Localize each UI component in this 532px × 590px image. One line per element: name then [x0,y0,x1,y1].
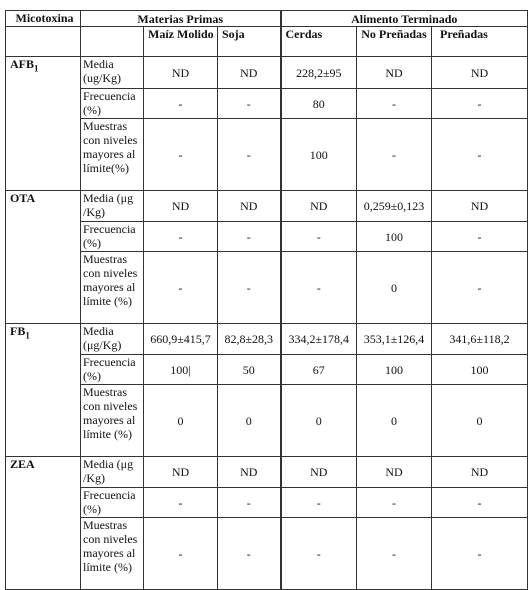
table-row [6,488,528,518]
value-cell: - [432,518,528,590]
table-row [6,518,528,590]
value-cell: - [144,488,218,518]
mycotoxin-subscript: 1 [25,330,30,341]
parameter-label: Frecuencia (%) [81,89,144,119]
value-cell: 0 [357,252,432,324]
value-cell: - [432,252,528,324]
value-cell: 100 [357,355,432,385]
value-cell: - [281,518,357,590]
header-blank [6,27,81,57]
value-cell: ND [144,57,218,89]
value-cell: - [218,222,281,252]
value-cell: 100 [281,119,357,191]
value-cell: - [144,518,218,590]
value-cell: - [432,89,528,119]
parameter-label: Media (μg /Kg) [81,191,144,222]
value-cell: 334,2±178,4 [281,324,357,355]
value-cell: - [357,119,432,191]
header-pregnant: Preñadas [432,27,528,57]
value-cell: - [218,89,281,119]
value-cell: 0 [432,385,528,457]
mycotoxin-name [6,324,81,457]
value-cell: ND [281,457,357,488]
value-cell: ND [144,457,218,488]
table-row [6,222,528,252]
value-cell: - [144,222,218,252]
parameter-label: Frecuencia (%) [81,355,144,385]
parameter-label: Media (μg /Kg) [81,457,144,488]
table-row [6,119,528,191]
value-cell: 660,9±415,7 [144,324,218,355]
mycotoxin-label: AFB [10,57,34,71]
header-not-pregnant: No Preñadas [357,27,432,57]
value-cell: - [281,488,357,518]
value-cell: 82,8±28,3 [218,324,281,355]
value-cell: ND [144,191,218,222]
mycotoxin-name [6,57,81,191]
value-cell: ND [281,191,357,222]
value-cell: 0 [218,385,281,457]
mycotoxin-name [6,191,81,324]
header-blank [81,27,144,57]
value-cell: - [218,252,281,324]
mycotoxin-label: ZEA [10,457,35,471]
value-cell: - [144,119,218,191]
parameter-label: Muestras con niveles mayores al límite (%) [81,252,144,324]
value-cell: ND [357,57,432,89]
value-cell: ND [432,457,528,488]
value-cell: 353,1±126,4 [357,324,432,355]
mycotoxin-table [5,10,528,590]
parameter-label: Muestras con niveles mayores al límite (%) [81,518,144,590]
table-row [6,457,528,488]
value-cell: 67 [281,355,357,385]
value-cell: ND [432,191,528,222]
value-cell: - [218,119,281,191]
parameter-label: Media (ug/Kg) [81,57,144,89]
value-cell: 0 [281,385,357,457]
value-cell: 100 [357,222,432,252]
mycotoxin-subscript: 1 [34,63,39,74]
table-row [6,191,528,222]
table-row [6,57,528,89]
value-cell: - [432,222,528,252]
parameter-label: Muestras con niveles mayores al límite(%) [81,119,144,191]
value-cell: 80 [281,89,357,119]
mycotoxin-label: FB [10,324,26,338]
value-cell: - [432,488,528,518]
value-cell: 100 [432,355,528,385]
mycotoxin-name [6,457,81,590]
value-cell: 228,2±95 [281,57,357,89]
value-cell: ND [432,57,528,89]
value-cell: 100| [144,355,218,385]
value-cell: 50 [218,355,281,385]
value-cell: - [357,89,432,119]
value-cell: - [144,89,218,119]
table-row [6,89,528,119]
value-cell: - [281,222,357,252]
value-cell: - [144,252,218,324]
value-cell: - [432,119,528,191]
mycotoxin-label: OTA [10,191,36,205]
value-cell: ND [357,457,432,488]
table-row [6,252,528,324]
value-cell: ND [218,457,281,488]
header-corn: Maíz Molido [144,27,218,57]
value-cell: - [357,488,432,518]
value-cell: ND [218,191,281,222]
header-soy: Soja [218,27,281,57]
header-sows: Cerdas [281,27,357,57]
table-row [6,324,528,355]
table-row [6,385,528,457]
value-cell: - [281,252,357,324]
value-cell: - [357,518,432,590]
value-cell: - [218,518,281,590]
header-mycotoxin: Micotoxina [6,11,81,27]
table-row [6,355,528,385]
value-cell: 0 [144,385,218,457]
parameter-label: Muestras con niveles mayores al límite (%) [81,385,144,457]
parameter-label: Frecuencia (%) [81,488,144,518]
parameter-label: Frecuencia (%) [81,222,144,252]
header-raw-materials: Materias Primas [81,11,281,27]
value-cell: ND [218,57,281,89]
parameter-label: Media (μg/Kg) [81,324,144,355]
value-cell: - [218,488,281,518]
value-cell: 0 [357,385,432,457]
header-finished-feed: Alimento Terminado [281,11,528,27]
value-cell: 341,6±118,2 [432,324,528,355]
value-cell: 0,259±0,123 [357,191,432,222]
